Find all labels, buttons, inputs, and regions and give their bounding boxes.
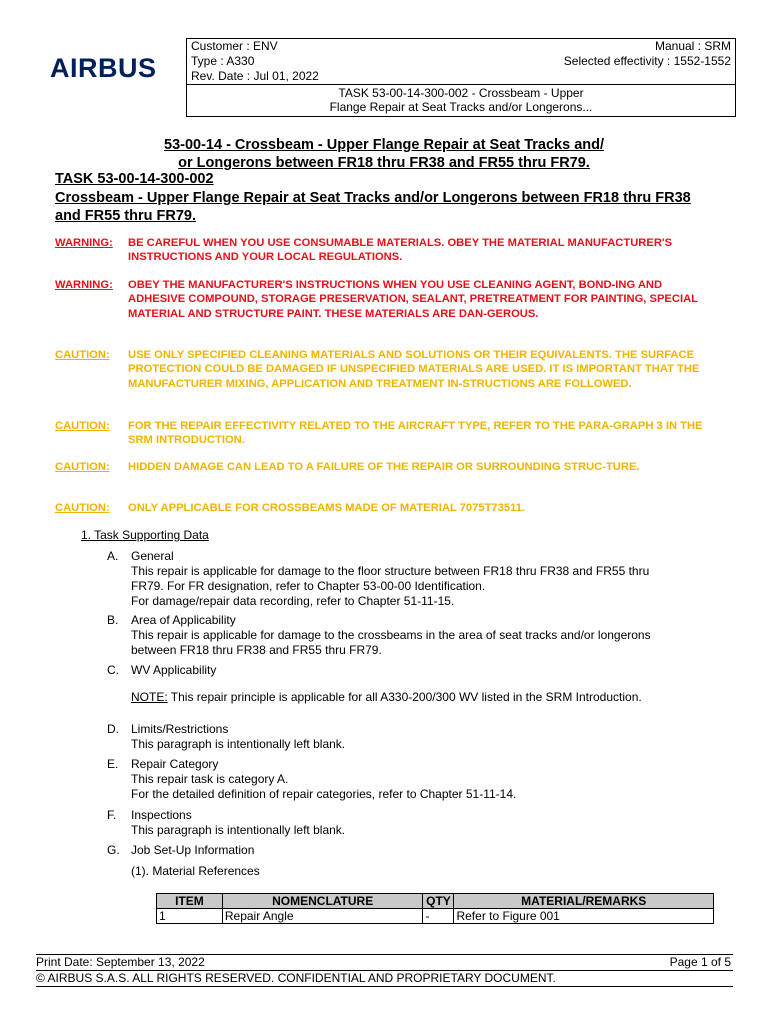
table-cell: - [423, 909, 454, 924]
sub-heading: (1). Material References [131, 864, 260, 878]
item-text: This repair is applicable for damage to the crossbeams in the area of seat tracks and/or longerons [131, 628, 651, 642]
item-text: This paragraph is intentionally left blank. [131, 823, 346, 837]
material-references-table [156, 893, 714, 924]
item-text: This repair is applicable for damage to the floor structure between FR18 thru FR38 and FR55 thru [131, 564, 650, 578]
notice-label: CAUTION: [55, 461, 110, 473]
item-category [131, 757, 721, 802]
notice-label: WARNING: [55, 237, 113, 249]
item-letter: D. [107, 722, 119, 736]
airbus-logo: AIRBUS [50, 53, 157, 83]
column-header: QTY [423, 894, 454, 909]
effectivity-field: Selected effectivity : 1552-1552 [563, 54, 731, 68]
item-heading: Inspections [131, 808, 192, 822]
column-header: MATERIAL/REMARKS [454, 894, 714, 909]
notice-text: USE ONLY SPECIFIED CLEANING MATERIALS AND SOLUTIONS OR THEIR EQUIVALENTS. THE SURFACE PROTECTION COULD BE DAMAGED IF UNSPECIFIED MATERIALS ARE USED. IT IS IMPORTANT THAT THE MANUFACTURER MIXING, APPLICATION AND TREATMENT IN-STRUCTIONS ARE FOLLOWED. [128, 349, 700, 390]
section-heading: 1. Task Supporting Data [81, 528, 209, 542]
notice-text: HIDDEN DAMAGE CAN LEAD TO A FAILURE OF THE REPAIR OR SURROUNDING STRUC-TURE. [128, 461, 640, 473]
page-title [60, 136, 708, 172]
item-general [131, 549, 721, 609]
page-number: Page 1 of 5 [669, 955, 731, 969]
item-limits [131, 722, 721, 752]
notice-text: ONLY APPLICABLE FOR CROSSBEAMS MADE OF MATERIAL 7075T73511. [128, 502, 526, 514]
notice-text: BE CAREFUL WHEN YOU USE CONSUMABLE MATERIALS. OBEY THE MATERIAL MANUFACTURER'S INSTRUCTIONS AND YOUR LOCAL REGULATIONS. [128, 237, 673, 264]
table-row [157, 909, 714, 924]
header-row-2 [187, 54, 735, 69]
notice-label: CAUTION: [55, 349, 110, 361]
task-title: Crossbeam - Upper Flange Repair at Seat Tracks and/or Longerons between FR18 thru FR38 and FR55 thru FR79. [55, 190, 691, 224]
item-text: This repair task is category A. [131, 772, 289, 786]
page-footer [36, 954, 733, 987]
copyright: © AIRBUS S.A.S. ALL RIGHTS RESERVED. CONFIDENTIAL AND PROPRIETARY DOCUMENT. [36, 971, 556, 985]
item-text: This paragraph is intentionally left blank. [131, 737, 346, 751]
notice-label: WARNING: [55, 279, 113, 291]
header-task-ref [187, 84, 735, 116]
note-label: NOTE: [131, 690, 168, 704]
caution-notice [55, 501, 715, 515]
item-text: FR79. For FR designation, refer to Chapter 53-00-00 Identification. [131, 579, 486, 593]
notice-label: CAUTION: [55, 420, 110, 432]
column-header: ITEM [157, 894, 223, 909]
document-header [186, 38, 736, 117]
column-header: NOMENCLATURE [222, 894, 423, 909]
item-letter: F. [107, 808, 117, 822]
item-heading: WV Applicability [131, 663, 217, 677]
notice-text: FOR THE REPAIR EFFECTIVITY RELATED TO THE AIRCRAFT TYPE, REFER TO THE PARA-GRAPH 3 IN THE SRM INTRODUCTION. [128, 420, 703, 447]
item-letter: C. [107, 663, 119, 677]
caution-notice [55, 460, 715, 474]
title-line-1: 53-00-14 - Crossbeam - Upper Flange Repair at Seat Tracks and/ [164, 137, 604, 153]
footer-row [36, 955, 733, 971]
item-letter: G. [107, 843, 120, 857]
header-row-3 [187, 69, 735, 84]
item-heading: Job Set-Up Information [131, 843, 255, 857]
table-header-row [157, 894, 714, 909]
item-letter: E. [107, 757, 119, 771]
warning-notice [55, 278, 715, 321]
title-line-2: or Longerons between FR18 thru FR38 and FR55 thru FR79. [178, 155, 590, 171]
item-heading: Repair Category [131, 757, 219, 771]
note-text: This repair principle is applicable for all A330-200/300 WV listed in the SRM Introduction. [167, 690, 642, 704]
header-row-1 [187, 39, 735, 54]
item-heading: Limits/Restrictions [131, 722, 229, 736]
customer-field: Customer : ENV [191, 39, 278, 53]
item-area [131, 613, 721, 658]
item-text: between FR18 thru FR38 and FR55 thru FR79. [131, 643, 382, 657]
warning-notice [55, 236, 715, 265]
type-field: Type : A330 [191, 54, 255, 68]
task-number: TASK 53-00-14-300-002 [55, 171, 214, 187]
header-task-line-1: TASK 53-00-14-300-002 - Crossbeam - Upper [338, 86, 584, 100]
header-task-line-2: Flange Repair at Seat Tracks and/or Longerons... [329, 100, 593, 114]
notice-label: CAUTION: [55, 502, 110, 514]
item-heading: Area of Applicability [131, 613, 236, 627]
caution-notice [55, 348, 715, 391]
item-heading: General [131, 549, 174, 563]
notice-text: OBEY THE MANUFACTURER'S INSTRUCTIONS WHEN YOU USE CLEANING AGENT, BOND-ING AND ADHESIVE COMPOUND, STORAGE PRESERVATION, SEALANT, PRETREATMENT FOR PAINTING, SPECIAL MATERIAL AND STRUCTURE PAINT. THESE MATERIALS ARE DAN-GEROUS. [128, 279, 698, 320]
print-date: Print Date: September 13, 2022 [36, 955, 205, 969]
table-cell: Repair Angle [222, 909, 423, 924]
manual-field: Manual : SRM [654, 39, 731, 53]
item-letter: A. [107, 549, 119, 563]
item-text: For the detailed definition of repair categories, refer to Chapter 51-11-14. [131, 787, 517, 801]
note [131, 690, 721, 705]
table-cell: 1 [157, 909, 223, 924]
item-text: For damage/repair data recording, refer to Chapter 51-11-15. [131, 594, 455, 608]
caution-notice [55, 419, 715, 448]
table-cell: Refer to Figure 001 [454, 909, 714, 924]
item-inspections [131, 808, 721, 838]
rev-date-field: Rev. Date : Jul 01, 2022 [191, 69, 319, 83]
item-letter: B. [107, 613, 119, 627]
